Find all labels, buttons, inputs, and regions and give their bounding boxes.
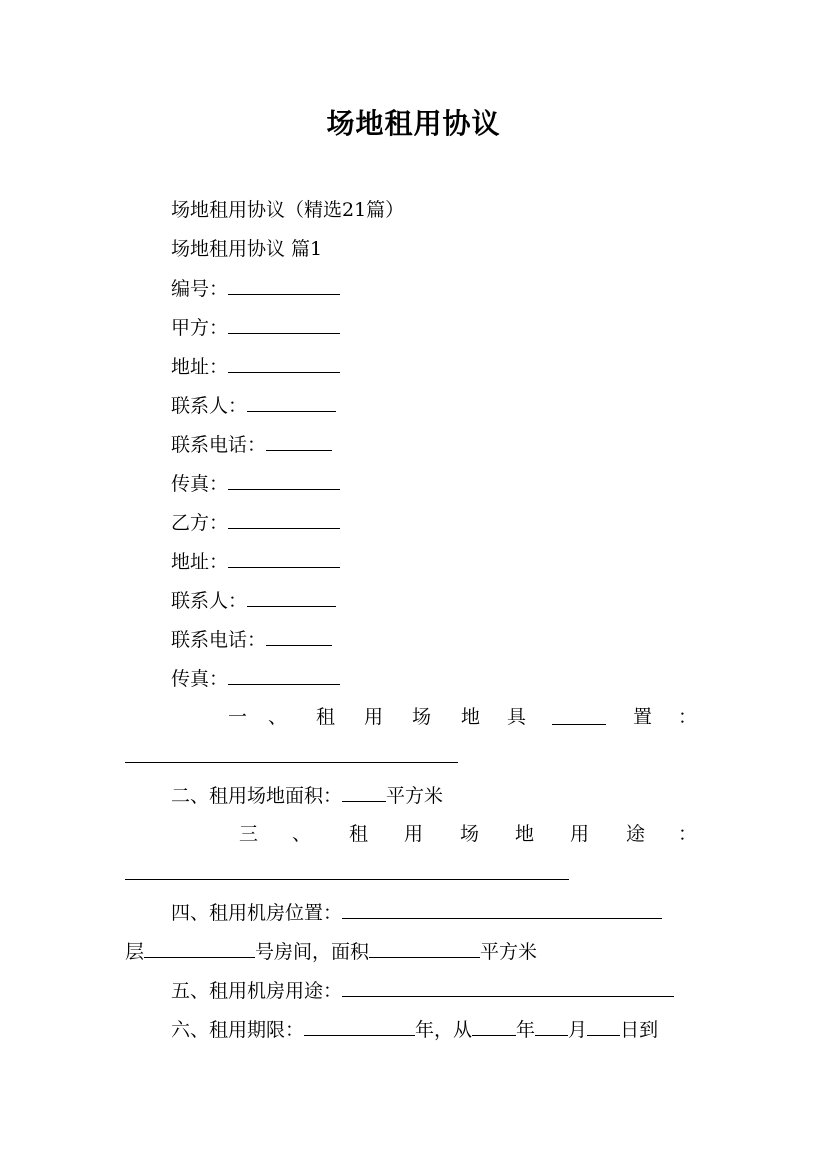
clause3-char: 三 [239, 823, 259, 845]
fill-blank [342, 900, 662, 919]
field-party-a [171, 315, 340, 340]
clause1-char: 一 [228, 706, 248, 728]
fill-blank [266, 627, 332, 646]
clause3-char: 租 [349, 823, 369, 845]
year-label: 年 [516, 1019, 536, 1041]
day-label: 日到 [620, 1019, 659, 1041]
field-label: 乙方： [171, 512, 229, 534]
floor-label: 层 [125, 941, 145, 963]
field-label: 联系人： [171, 590, 248, 612]
fill-blank [228, 666, 340, 685]
clause3-char: 用 [404, 823, 424, 845]
clause3-char: 用 [570, 823, 590, 845]
fill-blank [247, 393, 336, 412]
field-label: 甲方： [171, 317, 229, 339]
clause1-char: 置 [633, 706, 653, 728]
field-fax-a [171, 471, 340, 496]
fill-blank [535, 1017, 568, 1036]
unit-label: 平方米 [386, 785, 444, 807]
clause3-char: 、 [292, 823, 312, 845]
field-label: 地址： [171, 551, 229, 573]
clause1-char: 用 [364, 706, 384, 728]
fill-blank [228, 315, 340, 334]
fill-blank [552, 724, 606, 725]
fill-blank [304, 1017, 415, 1036]
fill-blank [247, 588, 336, 607]
section-heading: 场地租用协议 篇1 [171, 238, 323, 260]
fill-blank [228, 510, 340, 529]
clause3-char: 途 [626, 823, 646, 845]
year-label: 年，从 [415, 1019, 473, 1041]
fill-blank [342, 978, 674, 997]
fill-blank [228, 276, 340, 295]
field-fax-b [171, 666, 340, 691]
fill-blank [266, 432, 332, 451]
fill-blank [342, 783, 386, 802]
fill-blank [125, 762, 458, 763]
clause5 [171, 978, 674, 1003]
field-label: 联系电话： [171, 629, 267, 651]
subtitle: 场地租用协议（精选21篇） [171, 199, 405, 221]
field-label: 联系人： [171, 395, 248, 417]
field-number [171, 276, 340, 301]
clause1-char: 、 [268, 706, 288, 728]
field-label: 联系电话： [171, 434, 267, 456]
fill-blank [144, 939, 255, 958]
room-label: 号房间，面积 [255, 941, 370, 963]
document-title: 场地租用协议 [326, 107, 501, 140]
clause1-char: 地 [461, 706, 481, 728]
fill-blank [125, 879, 569, 880]
field-contact-b [171, 588, 336, 613]
unit-label: 平方米 [480, 941, 538, 963]
clause-label: 六、租用期限： [171, 1019, 305, 1041]
fill-blank [587, 1017, 620, 1036]
field-contact-a [171, 393, 336, 418]
fill-blank [472, 1017, 516, 1036]
fill-blank [228, 549, 340, 568]
clause1-char: 租 [316, 706, 336, 728]
fill-blank [228, 354, 340, 373]
clause-label: 四、租用机房位置： [171, 902, 343, 924]
fill-blank [369, 939, 480, 958]
clause3-char: 场 [460, 823, 480, 845]
clause-label: 五、租用机房用途： [171, 980, 343, 1002]
field-phone-a [171, 432, 332, 457]
month-label: 月 [568, 1019, 588, 1041]
field-phone-b [171, 627, 332, 652]
clause1-char: 场 [412, 706, 432, 728]
field-party-b [171, 510, 340, 535]
clause1-char: ： [678, 706, 698, 728]
clause4 [171, 900, 662, 925]
field-address-b [171, 549, 340, 574]
field-label: 传真： [171, 668, 229, 690]
clause-label: 二、租用场地面积： [171, 785, 343, 807]
clause1-char: 具 [507, 706, 527, 728]
clause4-line2 [125, 939, 537, 964]
clause3-char: ： [678, 823, 698, 845]
field-address-a [171, 354, 340, 379]
clause3-char: 地 [515, 823, 535, 845]
clause2 [171, 783, 443, 808]
clause6 [171, 1017, 658, 1042]
field-label: 传真： [171, 473, 229, 495]
field-label: 编号： [171, 278, 229, 300]
fill-blank [228, 471, 340, 490]
field-label: 地址： [171, 356, 229, 378]
